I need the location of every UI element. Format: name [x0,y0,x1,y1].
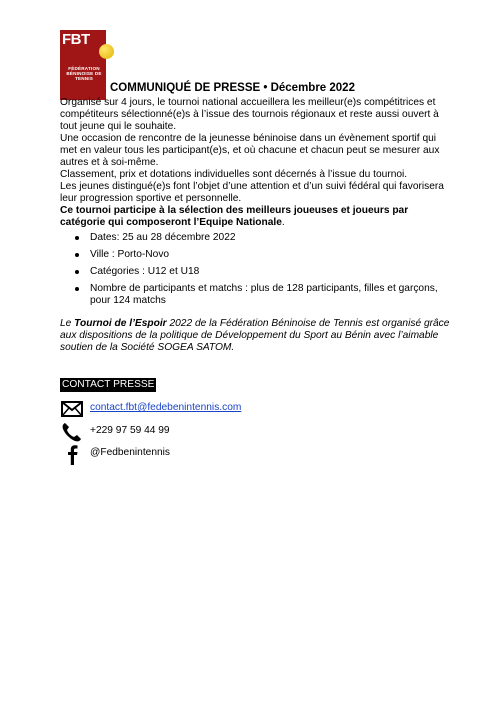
contact-facebook: @Fedbenintennis [90,447,171,458]
note-prefix: Le [60,318,75,329]
facebook-icon [60,443,84,465]
fact-dates: Dates: 25 au 28 décembre 2022 [60,232,452,244]
logo-abbreviation: FBT [62,31,90,48]
contact-label: CONTACT PRESSE [62,379,155,390]
tennis-ball-icon [99,44,114,59]
phone-icon [60,421,84,443]
paragraph: Une occasion de rencontre de la jeunesse béninoise dans un évènement sportif qui met en valeur tous les participant(e)s, et où chacune et chacun peut se mesurer aux autres et à soi-même. [60,133,440,168]
press-release-body [60,97,452,229]
paragraph: Classement, prix et dotations individuelles sont décernés à l’issue du tournoi. [60,169,408,180]
note-event-name: Tournoi de l’Espoir [74,318,167,329]
fact-participants: Nombre de participants et matchs : plus de 128 participants, filles et garçons, pour 124 matchs [60,283,452,307]
contact-phone: +229 97 59 44 99 [90,425,170,436]
note-rest: 2022 de la Fédération Béninoise de Tennis est organisé grâce aux dispositions de la politique de Développement du Sport au Bénin avec l’aimable soutien de la Société SOGEA SATOM. [60,318,450,353]
selection-statement [60,205,452,229]
paragraph: Organisé sur 4 jours, le tournoi national accueillera les meilleur(e)s compétitrices et compétiteurs sélectionné(e)s à l’issue des tournois régionaux et reste aussi ouvert à tout jeune qui le souhaite. [60,97,439,132]
envelope-icon [60,398,84,420]
event-facts-list [60,232,452,312]
press-release-title: COMMUNIQUÉ DE PRESSE • Décembre 2022 [110,82,355,94]
logo-full-name: FÉDÉRATION BÉNINOISE DE TENNIS [66,66,102,82]
contact-email-link[interactable]: contact.fbt@fedebenintennis.com [90,402,242,413]
fact-categories: Catégories : U12 et U18 [60,266,452,278]
paragraph: Les jeunes distingué(e)s font l’objet d’une attention et d’un suivi fédéral qui favorisera leur progression sportive et personnelle. [60,181,444,204]
selection-statement-end: . [281,217,285,228]
selection-statement-bold: Ce tournoi participe à la sélection des meilleurs joueuses et joueurs par catégorie qui composeront l’Equipe Nationale [60,205,409,228]
fbt-logo [60,30,106,100]
fact-city: Ville : Porto-Novo [60,249,452,261]
sponsor-note [60,318,452,354]
